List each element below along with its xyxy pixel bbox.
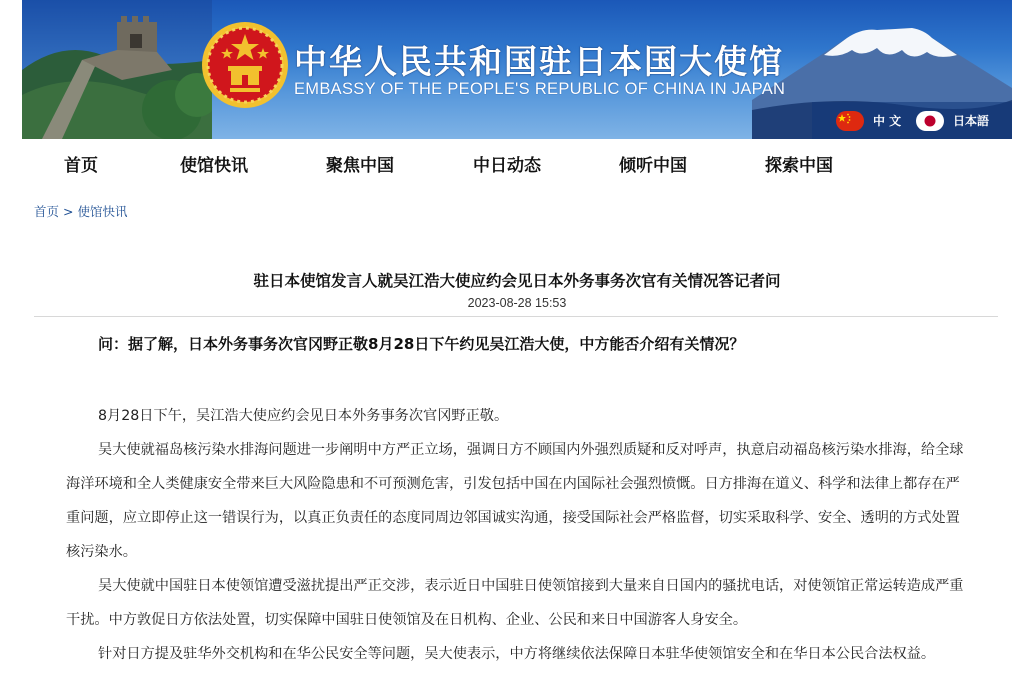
nav-item-explore-china[interactable]: 探索中国 [765, 156, 833, 176]
language-chinese-label: 中 文 [873, 114, 902, 128]
national-emblem-icon [200, 20, 290, 110]
breadcrumb-home[interactable]: 首页 [34, 204, 60, 219]
great-wall-illustration [22, 0, 212, 139]
divider [34, 316, 998, 317]
site-title-chinese: 中华人民共和国驻日本国大使馆 [294, 42, 784, 81]
article-date: 2023-08-28 15:53 [467, 296, 567, 310]
article-body [66, 399, 970, 671]
language-switcher [812, 102, 1012, 139]
nav-item-embassy-news[interactable]: 使馆快讯 [180, 156, 248, 176]
china-flag-icon [836, 111, 864, 131]
nav-item-home[interactable]: 首页 [64, 156, 98, 176]
language-japanese-label: 日本語 [953, 114, 990, 128]
article-title: 驻日本使馆发言人就吴江浩大使应约会见日本外务事务次官有关情况答记者问 [253, 272, 781, 290]
article-question: 问：据了解，日本外务事务次官冈野正敬8月28日下午约见吴江浩大使，中方能否介绍有关情况？ [98, 335, 745, 353]
article-paragraph: 针对日方提及驻华外交机构和在华公民安全等问题，吴大使表示，中方将继续依法保障日本驻华使领馆安全和在华日本公民合法权益。 [98, 646, 936, 662]
nav-item-china-japan[interactable]: 中日动态 [473, 156, 541, 176]
japan-flag-icon [916, 111, 944, 131]
site-banner [22, 0, 1012, 139]
main-nav [22, 139, 1012, 187]
article-paragraph: 吴大使就福岛核污染水排海问题进一步阐明中方严正立场，强调日方不顾国内外强烈质疑和反对呼声，执意启动福岛核污染水排海，给全球海洋环境和全人类健康安全带来巨大风险隐患和不可预测危害，引发包括中国在内国际社会强烈愤慨。日方排海在道义、科学和法律上都存在严重问题，应立即停止这一错误行为，以真正负责任的态度同周边邻国诚实沟通，接受国际社会严格监督，切实采取科学、安全、透明的方式处置核污染水。 [66, 442, 964, 560]
language-japanese-link[interactable] [916, 111, 989, 131]
nav-item-listen-china[interactable]: 倾听中国 [619, 156, 687, 176]
article-paragraph: 8月28日下午，吴江浩大使应约会见日本外务事务次官冈野正敬。 [98, 408, 509, 424]
breadcrumb [34, 202, 128, 220]
breadcrumb-separator: > [63, 204, 74, 219]
site-title-english: EMBASSY OF THE PEOPLE'S REPUBLIC OF CHINA IN JAPAN [294, 80, 786, 98]
article-paragraph: 吴大使就中国驻日本使领馆遭受滋扰提出严正交涉，表示近日中国驻日使领馆接到大量来自日国内的骚扰电话，对使领馆正常运转造成严重干扰。中方敦促日方依法处置，切实保障中国驻日使领馆及在日机构、企业、公民和来日中国游客人身安全。 [66, 578, 964, 628]
language-chinese-link[interactable] [836, 111, 901, 131]
nav-item-focus-china[interactable]: 聚焦中国 [326, 156, 394, 176]
breadcrumb-embassy-news[interactable]: 使馆快讯 [77, 204, 128, 219]
